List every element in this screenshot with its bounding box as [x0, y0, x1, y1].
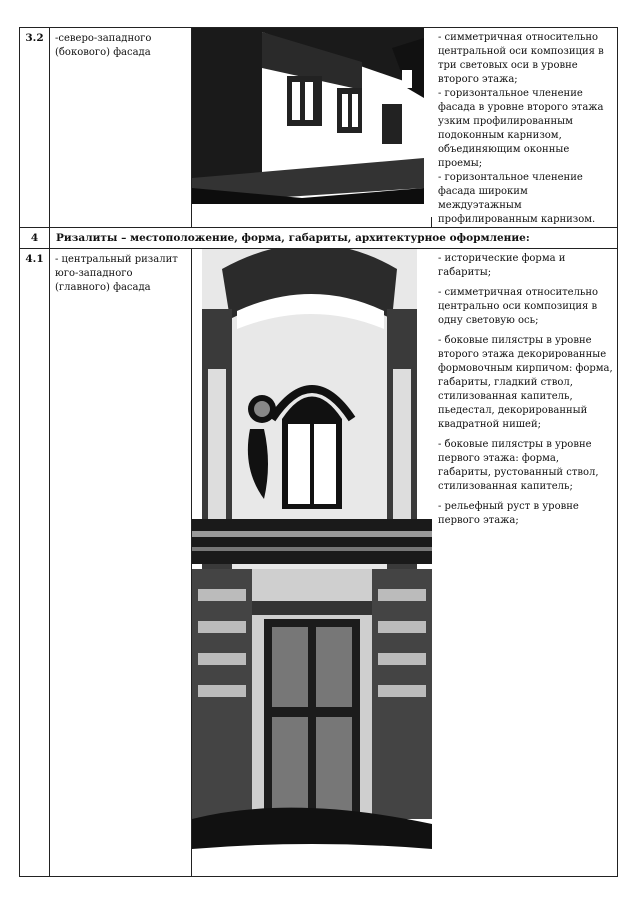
element-name: - центральный ризалит юго-западного (главного) фасада — [50, 249, 192, 877]
section-row — [20, 228, 618, 249]
element-name: -северо-западного (бокового) фасада — [50, 28, 192, 228]
table-row — [20, 249, 618, 877]
features-table — [19, 27, 618, 877]
table-row — [20, 28, 618, 228]
facade-photo-cell — [192, 249, 432, 877]
description-item: - горизонтальное членение фасада широким междуэтажным профилированным карнизом. — [438, 172, 596, 225]
description-item: - боковые пилястры в уровне первого этажа: форма, габариты, рустованный ствол, стилизованная капитель; — [438, 439, 599, 492]
description-item: - симметричная относительно центрально оси композиция в одну световую ось; — [438, 287, 599, 326]
row-number: 4.1 — [20, 249, 50, 877]
facade-photo-cell — [192, 28, 432, 228]
northwest-facade-photo — [192, 28, 432, 217]
description-item: - горизонтальное членение фасада в уровне второго этажа узким профилированным подоконным карнизом, объединяющим оконные проемы; — [438, 88, 604, 169]
section-number: 4 — [20, 228, 50, 249]
description-item: - симметричная относительно центральной оси композиция в три световых оси в уровне второго этажа; — [438, 32, 604, 85]
description-cell — [432, 28, 618, 228]
description-item: - рельефный руст в уровне первого этажа; — [438, 501, 579, 526]
description-item: - боковые пилястры в уровне второго этажа декорированные формовочным кирпичом: форма, габариты, гладкий ствол, стилизованная капитель, пьедестал, декорированный квадратной нишей; — [438, 335, 613, 430]
central-risalit-photo — [192, 249, 432, 876]
section-title: Ризалиты – местоположение, форма, габариты, архитектурное оформление: — [50, 228, 618, 249]
description-cell — [432, 249, 618, 877]
row-number: 3.2 — [20, 28, 50, 228]
description-item: - исторические форма и габариты; — [438, 253, 566, 278]
